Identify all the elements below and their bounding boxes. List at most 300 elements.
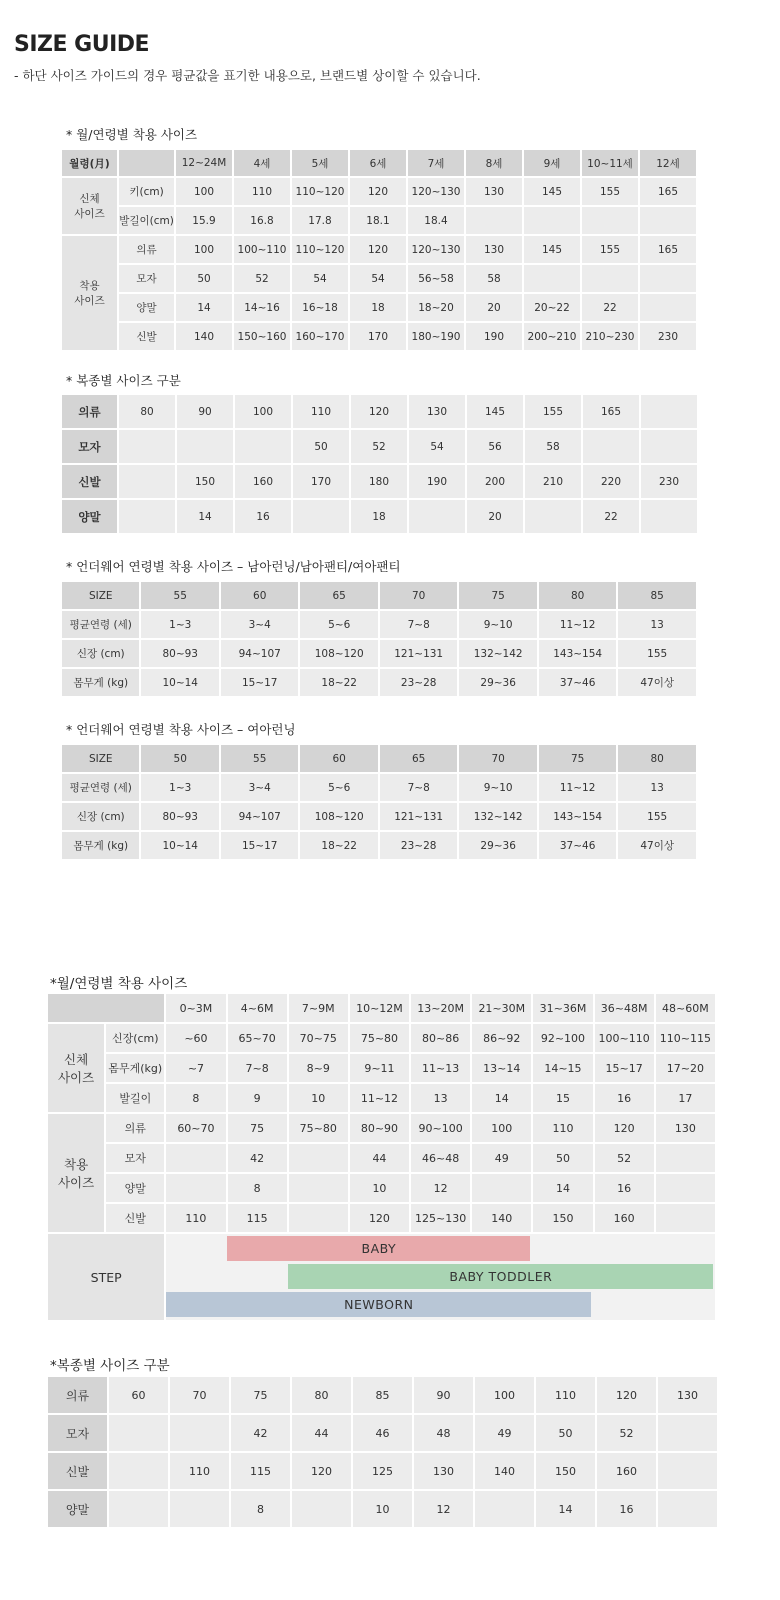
value-cell: 50	[293, 430, 349, 463]
value-cell: 121~131	[380, 640, 457, 667]
table-row	[62, 236, 696, 263]
header-row	[62, 150, 696, 176]
value-cell: 130	[656, 1114, 715, 1142]
value-cell: 130	[414, 1453, 473, 1489]
step-row	[48, 1234, 715, 1320]
value-cell: 13	[618, 611, 696, 638]
value-cell: 160	[235, 465, 291, 498]
value-cell: 10	[350, 1174, 409, 1202]
value-cell: 37~46	[539, 669, 616, 696]
header-row	[48, 994, 715, 1022]
value-cell: 80~93	[141, 803, 218, 830]
value-cell	[170, 1415, 229, 1451]
value-cell: 15~17	[595, 1054, 654, 1082]
value-cell	[472, 1174, 531, 1202]
value-cell	[658, 1453, 717, 1489]
value-cell	[409, 500, 465, 533]
value-cell: 65	[380, 745, 457, 772]
value-cell: 18	[350, 294, 406, 321]
table-row	[62, 500, 697, 533]
value-cell: 9~10	[459, 774, 536, 801]
table-row	[62, 774, 696, 801]
value-cell: 230	[641, 465, 697, 498]
value-cell: 50	[176, 265, 232, 292]
value-cell: 17~20	[656, 1054, 715, 1082]
value-cell: 14	[536, 1491, 595, 1527]
value-cell: 145	[524, 178, 580, 205]
column-header: 9세	[524, 150, 580, 176]
value-cell: 100	[176, 236, 232, 263]
value-cell: 160~170	[292, 323, 348, 350]
value-cell	[640, 294, 696, 321]
value-cell: 170	[293, 465, 349, 498]
value-cell: 29~36	[459, 669, 536, 696]
value-cell: 110~120	[292, 178, 348, 205]
value-cell: 170	[350, 323, 406, 350]
column-header: 8세	[466, 150, 522, 176]
value-cell	[466, 207, 522, 234]
value-cell: 190	[466, 323, 522, 350]
row-label: 양말	[48, 1491, 107, 1527]
value-cell: 145	[467, 395, 523, 428]
value-cell: 165	[583, 395, 639, 428]
value-cell	[289, 1204, 348, 1232]
value-cell	[292, 1491, 351, 1527]
value-cell: 42	[228, 1144, 287, 1172]
value-cell	[119, 500, 175, 533]
column-header: 48~60M	[656, 994, 715, 1022]
column-header: 31~36M	[533, 994, 592, 1022]
value-cell: 11~12	[350, 1084, 409, 1112]
group-label: 신체 사이즈	[62, 178, 117, 234]
step-bar-baby-toddler: BABY TODDLER	[288, 1264, 713, 1289]
value-cell: 65~70	[228, 1024, 287, 1052]
value-cell: 55	[221, 745, 298, 772]
value-cell: 17.8	[292, 207, 348, 234]
value-cell: 52	[597, 1415, 656, 1451]
value-cell: 13~14	[472, 1054, 531, 1082]
value-cell: 49	[475, 1415, 534, 1451]
value-cell: 75	[539, 745, 616, 772]
value-cell: 14	[472, 1084, 531, 1112]
value-cell: 90	[414, 1377, 473, 1413]
value-cell	[656, 1204, 715, 1232]
value-cell: 10	[353, 1491, 412, 1527]
value-cell: 3~4	[221, 774, 298, 801]
value-cell: 75	[228, 1114, 287, 1142]
table-row	[48, 1204, 715, 1232]
value-cell: 7~8	[228, 1054, 287, 1082]
value-cell: 80	[618, 745, 696, 772]
value-cell: 90	[177, 395, 233, 428]
table-row	[62, 178, 696, 205]
value-cell: 80	[539, 582, 616, 609]
value-cell: 16	[595, 1084, 654, 1112]
page-title: SIZE GUIDE	[14, 32, 150, 57]
step-bar-newborn: NEWBORN	[166, 1292, 591, 1317]
row-label: 양말	[106, 1174, 164, 1202]
value-cell: 7~8	[380, 774, 457, 801]
row-label: 의류	[62, 395, 117, 428]
value-cell: 80~86	[411, 1024, 470, 1052]
value-cell: 110	[170, 1453, 229, 1489]
value-cell: 10~14	[141, 832, 218, 859]
step-label: STEP	[48, 1234, 164, 1320]
baby-category-table	[46, 1375, 719, 1529]
section6-title: *복종별 사이즈 구분	[50, 1358, 170, 1374]
column-header: 4~6M	[228, 994, 287, 1022]
value-cell: 165	[640, 236, 696, 263]
row-label: 몸무게(kg)	[106, 1054, 164, 1082]
value-cell: 8~9	[289, 1054, 348, 1082]
value-cell: 58	[525, 430, 581, 463]
table-row	[62, 803, 696, 830]
row-label: 몸무게 (kg)	[62, 832, 139, 859]
value-cell: 1~3	[141, 774, 218, 801]
value-cell	[119, 430, 175, 463]
row-label: 평균연령 (세)	[62, 774, 139, 801]
table-row	[48, 1491, 717, 1527]
value-cell: 220	[583, 465, 639, 498]
value-cell	[658, 1491, 717, 1527]
section4-title: * 언더웨어 연령별 착용 사이즈 – 여아런닝	[66, 722, 296, 737]
value-cell: 140	[472, 1204, 531, 1232]
value-cell: 23~28	[380, 832, 457, 859]
row-label: 의류	[48, 1377, 107, 1413]
group-label: 신체 사이즈	[48, 1024, 104, 1112]
value-cell: 12	[414, 1491, 473, 1527]
value-cell	[119, 465, 175, 498]
value-cell: 90~100	[411, 1114, 470, 1142]
value-cell: 80~90	[350, 1114, 409, 1142]
value-cell: 15~17	[221, 832, 298, 859]
value-cell: 140	[176, 323, 232, 350]
row-label: 몸무게 (kg)	[62, 669, 139, 696]
table-row	[48, 1114, 715, 1142]
value-cell: 55	[141, 582, 218, 609]
value-cell: 49	[472, 1144, 531, 1172]
value-cell: 46~48	[411, 1144, 470, 1172]
value-cell: 230	[640, 323, 696, 350]
table-row	[48, 1377, 717, 1413]
value-cell: 150	[536, 1453, 595, 1489]
value-cell: 65	[300, 582, 377, 609]
value-cell	[641, 500, 697, 533]
value-cell: 16	[597, 1491, 656, 1527]
column-header: 4세	[234, 150, 290, 176]
value-cell: 11~12	[539, 774, 616, 801]
section3-title: * 언더웨어 연령별 착용 사이즈 – 남아런닝/남아팬티/여아팬티	[66, 559, 401, 574]
value-cell	[640, 265, 696, 292]
value-cell: 58	[466, 265, 522, 292]
row-label: 모자	[119, 265, 174, 292]
value-cell: 47이상	[618, 832, 696, 859]
value-cell: 160	[597, 1453, 656, 1489]
value-cell: 120	[351, 395, 407, 428]
value-cell: 20	[467, 500, 523, 533]
column-header: 7세	[408, 150, 464, 176]
row-label: 양말	[119, 294, 174, 321]
value-cell: 110	[293, 395, 349, 428]
value-cell: 5~6	[300, 611, 377, 638]
value-cell: 94~107	[221, 640, 298, 667]
value-cell	[524, 265, 580, 292]
section5-title: *월/연령별 착용 사이즈	[50, 976, 188, 992]
value-cell: 155	[618, 640, 696, 667]
table-row	[62, 582, 696, 609]
value-cell	[582, 265, 638, 292]
value-cell: 18.4	[408, 207, 464, 234]
value-cell: 200	[467, 465, 523, 498]
value-cell: 100	[176, 178, 232, 205]
value-cell: 16~18	[292, 294, 348, 321]
row-label: SIZE	[62, 745, 139, 772]
step-area	[166, 1234, 715, 1320]
table-row	[62, 640, 696, 667]
value-cell: ~7	[166, 1054, 225, 1082]
row-label: 신장(cm)	[106, 1024, 164, 1052]
value-cell	[293, 500, 349, 533]
value-cell: 23~28	[380, 669, 457, 696]
value-cell	[524, 207, 580, 234]
row-label: 양말	[62, 500, 117, 533]
group-label: 착용 사이즈	[62, 236, 117, 350]
row-label: 신발	[48, 1453, 107, 1489]
row-label: SIZE	[62, 582, 139, 609]
section1-title: * 월/연령별 착용 사이즈	[66, 127, 198, 142]
value-cell: 7~8	[380, 611, 457, 638]
column-header: 12세	[640, 150, 696, 176]
value-cell: 80	[292, 1377, 351, 1413]
value-cell: 100~110	[595, 1024, 654, 1052]
value-cell: 132~142	[459, 803, 536, 830]
table-row	[48, 1084, 715, 1112]
guide-note: - 하단 사이즈 가이드의 경우 평균값을 표기한 내용으로, 브랜드별 상이할 수 있습니다.	[14, 68, 481, 83]
step-bar-baby: BABY	[227, 1236, 530, 1261]
value-cell: 18~20	[408, 294, 464, 321]
value-cell: 10	[289, 1084, 348, 1112]
value-cell: 5~6	[300, 774, 377, 801]
value-cell: 9~11	[350, 1054, 409, 1082]
value-cell: 56	[467, 430, 523, 463]
value-cell: 120	[350, 1204, 409, 1232]
table-row	[48, 1174, 715, 1202]
value-cell: 13	[618, 774, 696, 801]
value-cell: 121~131	[380, 803, 457, 830]
table-row	[62, 395, 697, 428]
value-cell: 44	[350, 1144, 409, 1172]
value-cell: 115	[231, 1453, 290, 1489]
value-cell	[170, 1491, 229, 1527]
value-cell: 14	[176, 294, 232, 321]
underwear-boys-table	[60, 580, 698, 698]
value-cell: 14	[177, 500, 233, 533]
column-header: 21~30M	[472, 994, 531, 1022]
value-cell: 60	[221, 582, 298, 609]
value-cell: 1~3	[141, 611, 218, 638]
value-cell: 8	[228, 1174, 287, 1202]
column-header: 36~48M	[595, 994, 654, 1022]
value-cell: 165	[640, 178, 696, 205]
value-cell: 8	[231, 1491, 290, 1527]
column-header: 7~9M	[289, 994, 348, 1022]
value-cell: 3~4	[221, 611, 298, 638]
value-cell: 120	[350, 178, 406, 205]
row-label: 키(cm)	[119, 178, 174, 205]
value-cell: 120	[597, 1377, 656, 1413]
row-label: 신발	[119, 323, 174, 350]
value-cell: 132~142	[459, 640, 536, 667]
value-cell: 80~93	[141, 640, 218, 667]
value-cell: 54	[350, 265, 406, 292]
value-cell: 155	[582, 236, 638, 263]
value-cell: 110	[166, 1204, 225, 1232]
value-cell: 100	[235, 395, 291, 428]
value-cell: 120	[595, 1114, 654, 1142]
row-label: 모자	[106, 1144, 164, 1172]
value-cell: 210~230	[582, 323, 638, 350]
value-cell	[289, 1144, 348, 1172]
value-cell	[109, 1453, 168, 1489]
value-cell	[525, 500, 581, 533]
value-cell	[656, 1174, 715, 1202]
value-cell: 150~160	[234, 323, 290, 350]
value-cell: 130	[409, 395, 465, 428]
baby-size-table	[46, 992, 717, 1322]
value-cell: 180~190	[408, 323, 464, 350]
table-row	[62, 207, 696, 234]
value-cell: 150	[177, 465, 233, 498]
value-cell: 143~154	[539, 803, 616, 830]
value-cell: 110	[533, 1114, 592, 1142]
value-cell: 180	[351, 465, 407, 498]
blank-header	[119, 150, 174, 176]
value-cell: 70	[380, 582, 457, 609]
table-row	[62, 611, 696, 638]
value-cell: 145	[524, 236, 580, 263]
value-cell	[166, 1174, 225, 1202]
value-cell: 108~120	[300, 803, 377, 830]
value-cell: 85	[618, 582, 696, 609]
value-cell	[656, 1144, 715, 1172]
value-cell: 120~130	[408, 178, 464, 205]
value-cell: 9~10	[459, 611, 536, 638]
column-header: 12~24M	[176, 150, 232, 176]
value-cell: 60	[300, 745, 377, 772]
value-cell: 14	[533, 1174, 592, 1202]
corner-header: 월령(月)	[62, 150, 117, 176]
value-cell	[583, 430, 639, 463]
value-cell: 190	[409, 465, 465, 498]
value-cell	[235, 430, 291, 463]
value-cell: 130	[466, 236, 522, 263]
value-cell: 14~15	[533, 1054, 592, 1082]
value-cell: 100~110	[234, 236, 290, 263]
value-cell: 120~130	[408, 236, 464, 263]
value-cell: 120	[292, 1453, 351, 1489]
value-cell: 42	[231, 1415, 290, 1451]
value-cell: 100	[475, 1377, 534, 1413]
table-row	[62, 294, 696, 321]
blank-header	[48, 994, 164, 1022]
table-row	[62, 265, 696, 292]
value-cell: 54	[292, 265, 348, 292]
row-label: 신발	[106, 1204, 164, 1232]
table-row	[62, 465, 697, 498]
value-cell	[658, 1415, 717, 1451]
row-label: 신장 (cm)	[62, 640, 139, 667]
value-cell: 75	[459, 582, 536, 609]
underwear-girls-table	[60, 743, 698, 861]
value-cell: 200~210	[524, 323, 580, 350]
value-cell: 52	[595, 1144, 654, 1172]
row-label: 의류	[106, 1114, 164, 1142]
value-cell	[177, 430, 233, 463]
value-cell: 60~70	[166, 1114, 225, 1142]
column-header: 10~11세	[582, 150, 638, 176]
value-cell: 75	[231, 1377, 290, 1413]
value-cell: 115	[228, 1204, 287, 1232]
value-cell: 52	[351, 430, 407, 463]
row-label: 의류	[119, 236, 174, 263]
value-cell: 70	[459, 745, 536, 772]
row-label: 신발	[62, 465, 117, 498]
table-row	[48, 1453, 717, 1489]
value-cell: 16.8	[234, 207, 290, 234]
value-cell: 16	[595, 1174, 654, 1202]
value-cell: 210	[525, 465, 581, 498]
value-cell: 60	[109, 1377, 168, 1413]
column-header: 10~12M	[350, 994, 409, 1022]
value-cell: 52	[234, 265, 290, 292]
value-cell: 70	[170, 1377, 229, 1413]
value-cell: 15~17	[221, 669, 298, 696]
value-cell: 130	[658, 1377, 717, 1413]
value-cell	[475, 1491, 534, 1527]
column-header: 6세	[350, 150, 406, 176]
section2-title: * 복종별 사이즈 구분	[66, 373, 181, 388]
value-cell: 125~130	[411, 1204, 470, 1232]
value-cell	[166, 1144, 225, 1172]
table-row	[62, 669, 696, 696]
value-cell: 44	[292, 1415, 351, 1451]
row-label: 발길이	[106, 1084, 164, 1112]
table-row	[62, 832, 696, 859]
value-cell	[289, 1174, 348, 1202]
value-cell: 11~12	[539, 611, 616, 638]
value-cell: 22	[583, 500, 639, 533]
value-cell: 20~22	[524, 294, 580, 321]
value-cell: 155	[525, 395, 581, 428]
value-cell	[582, 207, 638, 234]
column-header: 13~20M	[411, 994, 470, 1022]
value-cell: 125	[353, 1453, 412, 1489]
value-cell: 75~80	[350, 1024, 409, 1052]
value-cell	[641, 395, 697, 428]
value-cell: 50	[141, 745, 218, 772]
group-label: 착용 사이즈	[48, 1114, 104, 1232]
value-cell: 29~36	[459, 832, 536, 859]
value-cell	[640, 207, 696, 234]
value-cell: 9	[228, 1084, 287, 1112]
value-cell: 20	[466, 294, 522, 321]
column-header: 5세	[292, 150, 348, 176]
value-cell: 8	[166, 1084, 225, 1112]
value-cell: 46	[353, 1415, 412, 1451]
value-cell: 85	[353, 1377, 412, 1413]
table-row	[62, 745, 696, 772]
value-cell: 13	[411, 1084, 470, 1112]
